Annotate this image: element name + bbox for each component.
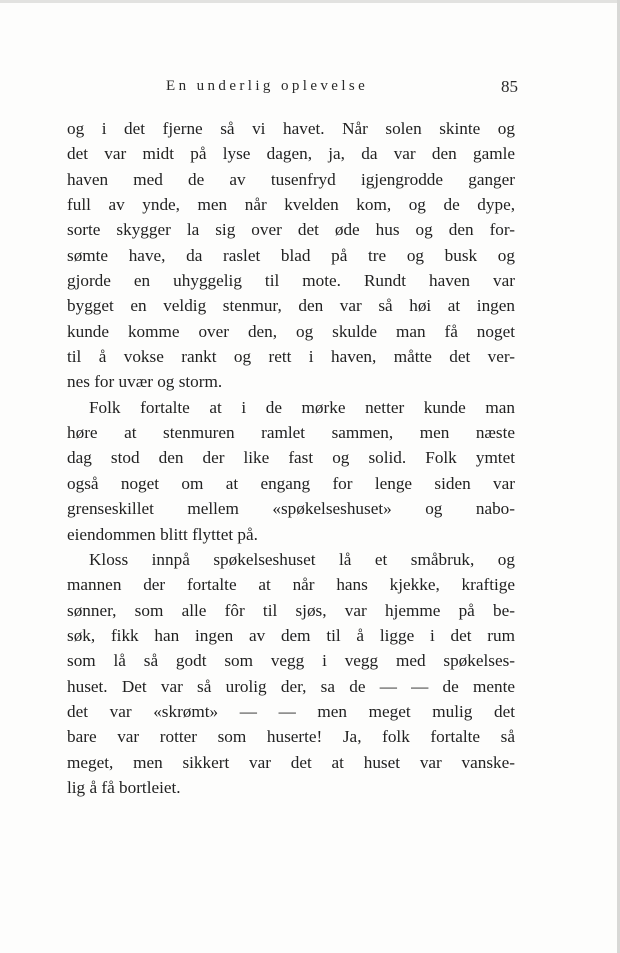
text-line: huset. Det var så urolig der, sa de — — de mente [67, 676, 515, 696]
text-line: dag stod den der like fast og solid. Folk ymtet [67, 448, 515, 468]
text-line: sorte skygger la sig over det øde hus og den for- [67, 220, 515, 240]
text-line: Folk fortalte at i de mørke netter kunde man [89, 397, 515, 417]
page-header [166, 78, 518, 100]
text-line: full av ynde, men når kvelden kom, og de dype, [67, 195, 515, 215]
text-line: også noget om at engang for lenge siden var [67, 473, 515, 493]
text-line: det var «skrømt» — — men meget mulig det [67, 701, 515, 721]
text-line: mannen der fortalte at når hans kjekke, kraftige [67, 575, 515, 595]
text-line: bare var rotter som huserte! Ja, folk fortalte så [67, 727, 515, 747]
text-line: det var midt på lyse dagen, ja, da var den gamle [67, 144, 515, 164]
page-edge-top [0, 0, 620, 3]
page-number: 85 [501, 77, 518, 96]
body-text [67, 116, 515, 800]
text-line: sømte have, da raslet blad på tre og busk og [67, 245, 515, 265]
text-line: høre at stenmuren ramlet sammen, men næste [67, 423, 515, 443]
text-line: til å vokse rankt og rett i haven, måtte det ver- [67, 347, 515, 367]
text-line: søk, fikk han ingen av dem til å ligge i det rum [67, 625, 515, 645]
text-line: haven med de av tusenfryd igjengrodde ganger [67, 169, 515, 189]
text-line: gjorde en uhyggelig til mote. Rundt haven var [67, 271, 515, 291]
text-line: sønner, som alle fôr til sjøs, var hjemme på be- [67, 600, 515, 620]
text-line: grenseskillet mellem «spøkelseshuset» og nabo- [67, 499, 515, 519]
text-line: Kloss innpå spøkelseshuset lå et småbruk, og [89, 549, 515, 569]
text-line: kunde komme over den, og skulde man få noget [67, 321, 515, 341]
text-line: og i det fjerne så vi havet. Når solen skinte og [67, 119, 515, 138]
text-line: meget, men sikkert var det at huset var vanske- [67, 752, 515, 772]
text-line: nes for uvær og storm. [67, 372, 223, 392]
text-line: bygget en veldig stenmur, den var så høi at ingen [67, 296, 515, 316]
running-title: En underlig oplevelse [166, 78, 369, 94]
text-line: eiendommen blitt flyttet på. [67, 524, 258, 544]
text-line: lig å få bortleiet. [67, 777, 181, 797]
text-line: som lå så godt som vegg i vegg med spøkelses- [67, 651, 515, 671]
